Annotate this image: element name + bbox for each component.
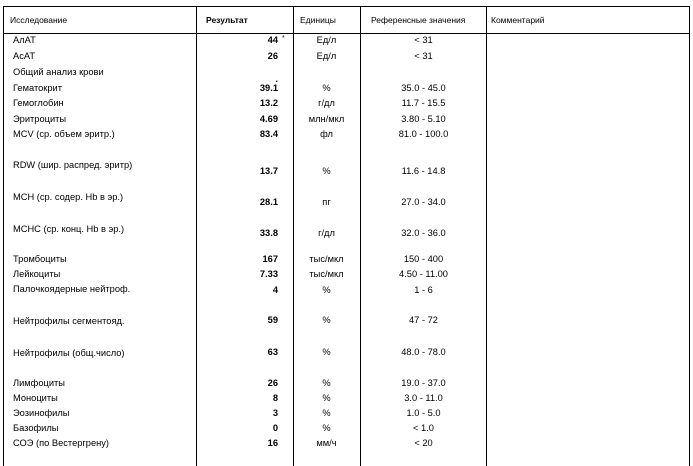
row-test-name: MCV (ср. объем эритр.) bbox=[13, 129, 115, 139]
row-reference-range: 1.0 - 5.0 bbox=[406, 408, 441, 418]
row-unit: % bbox=[322, 393, 331, 403]
row-unit: млн/мкл bbox=[308, 114, 345, 124]
row-unit: % bbox=[322, 315, 331, 325]
row-test-name: СОЭ (по Вестергрену) bbox=[13, 438, 110, 448]
row-result-value: 4 bbox=[272, 285, 278, 295]
row-reference-range: 1 - 6 bbox=[414, 285, 433, 295]
row-unit: пг bbox=[322, 197, 331, 207]
row-result-value: 0 bbox=[272, 423, 278, 433]
row-unit: % bbox=[322, 408, 331, 418]
row-test-name: Лейкоциты bbox=[13, 269, 61, 279]
row-test-name: Палочкоядерные нейтроф. bbox=[13, 284, 131, 294]
row-reference-range: 48.0 - 78.0 bbox=[401, 347, 446, 357]
row-unit: г/дл bbox=[318, 98, 335, 108]
row-result-value: 63 bbox=[267, 347, 278, 357]
row-test-name: Нейтрофилы сегментояд. bbox=[13, 316, 125, 326]
row-unit: тыс/мкл bbox=[309, 254, 344, 264]
row-result-value: 7.33 bbox=[259, 269, 278, 279]
row-reference-range: 3.0 - 11.0 bbox=[404, 393, 443, 403]
row-unit: % bbox=[322, 378, 331, 388]
row-result-value: 33.8 bbox=[259, 228, 278, 238]
row-unit: Ед/л bbox=[316, 51, 337, 61]
row-reference-range: < 31 bbox=[414, 51, 433, 61]
row-result-value: 26 bbox=[267, 378, 278, 388]
row-result-value: 3 bbox=[272, 408, 278, 418]
row-result-value: 28.1 bbox=[259, 197, 278, 207]
row-reference-range: < 1.0 bbox=[413, 423, 434, 433]
row-reference-range: 11.6 - 14.8 bbox=[401, 166, 446, 176]
row-test-name: RDW (шир. распред. эритр) bbox=[13, 160, 133, 170]
row-test-name: MCH (ср. содер. Hb в эр.) bbox=[13, 192, 124, 202]
row-result-value: . bbox=[275, 74, 278, 84]
row-unit: тыс/мкл bbox=[309, 269, 344, 279]
row-test-name: АсАТ bbox=[13, 51, 36, 61]
row-result-value: 167 bbox=[262, 254, 278, 264]
row-test-name: АлАТ bbox=[13, 35, 36, 45]
row-test-name: Эритроциты bbox=[13, 114, 67, 124]
row-test-name: Эозинофилы bbox=[13, 408, 70, 418]
row-reference-range: 3.80 - 5.10 bbox=[401, 114, 446, 124]
row-reference-range: 11.7 - 15.5 bbox=[401, 98, 446, 108]
table-header-row bbox=[4, 7, 689, 34]
row-unit: % bbox=[322, 83, 331, 93]
lab-results-table bbox=[3, 6, 690, 466]
row-result-value: 8 bbox=[272, 393, 278, 403]
header-reference: Референсные значения bbox=[371, 15, 466, 25]
row-reference-range: 27.0 - 34.0 bbox=[401, 197, 446, 207]
column-divider bbox=[486, 7, 487, 466]
row-unit: % bbox=[322, 347, 331, 357]
row-reference-range: 19.0 - 37.0 bbox=[401, 378, 446, 388]
row-test-name: Гематокрит bbox=[13, 83, 62, 93]
row-result-value: 26 bbox=[267, 51, 278, 61]
header-comment: Комментарий bbox=[491, 15, 545, 25]
row-result-value: 44 bbox=[267, 35, 278, 45]
row-reference-range: 150 - 400 bbox=[403, 254, 444, 264]
row-test-name: Общий анализ крови bbox=[13, 67, 104, 77]
row-unit: фл bbox=[320, 129, 333, 139]
row-result-value: 83.4 bbox=[259, 129, 278, 139]
row-test-name: Лимфоциты bbox=[13, 378, 65, 388]
row-test-name: Нейтрофилы (общ.число) bbox=[13, 348, 125, 358]
row-unit: Ед/л bbox=[316, 35, 337, 45]
row-result-flag: * bbox=[282, 35, 285, 42]
row-test-name: Гемоглобин bbox=[13, 98, 64, 108]
row-result-value: 39.1 bbox=[259, 83, 278, 93]
row-result-value: 59 bbox=[267, 315, 278, 325]
row-test-name: Тромбоциты bbox=[13, 254, 67, 264]
row-reference-range: 4.50 - 11.00 bbox=[399, 269, 448, 279]
row-test-name: Моноциты bbox=[13, 393, 58, 403]
row-test-name: Базофилы bbox=[13, 423, 59, 433]
row-unit: мм/ч bbox=[316, 438, 337, 448]
row-test-name: MCHC (ср. конц. Hb в эр.) bbox=[13, 224, 125, 234]
row-result-value: 13.7 bbox=[259, 166, 278, 176]
row-reference-range: < 31 bbox=[414, 35, 433, 45]
row-unit: % bbox=[322, 285, 331, 295]
header-test: Исследование bbox=[10, 15, 68, 25]
row-reference-range: 35.0 - 45.0 bbox=[401, 83, 446, 93]
header-units: Единицы bbox=[300, 15, 336, 25]
row-reference-range: 32.0 - 36.0 bbox=[401, 228, 446, 238]
row-reference-range: < 20 bbox=[414, 438, 433, 448]
row-unit: % bbox=[322, 423, 331, 433]
row-reference-range: 81.0 - 100.0 bbox=[398, 129, 449, 139]
row-unit: % bbox=[322, 166, 331, 176]
row-result-value: 13.2 bbox=[259, 98, 278, 108]
row-result-value: 4.69 bbox=[259, 114, 278, 124]
row-unit: г/дл bbox=[318, 228, 335, 238]
row-reference-range: 47 - 72 bbox=[409, 315, 438, 325]
header-result: Результат bbox=[206, 15, 248, 25]
row-result-value: 16 bbox=[267, 438, 278, 448]
